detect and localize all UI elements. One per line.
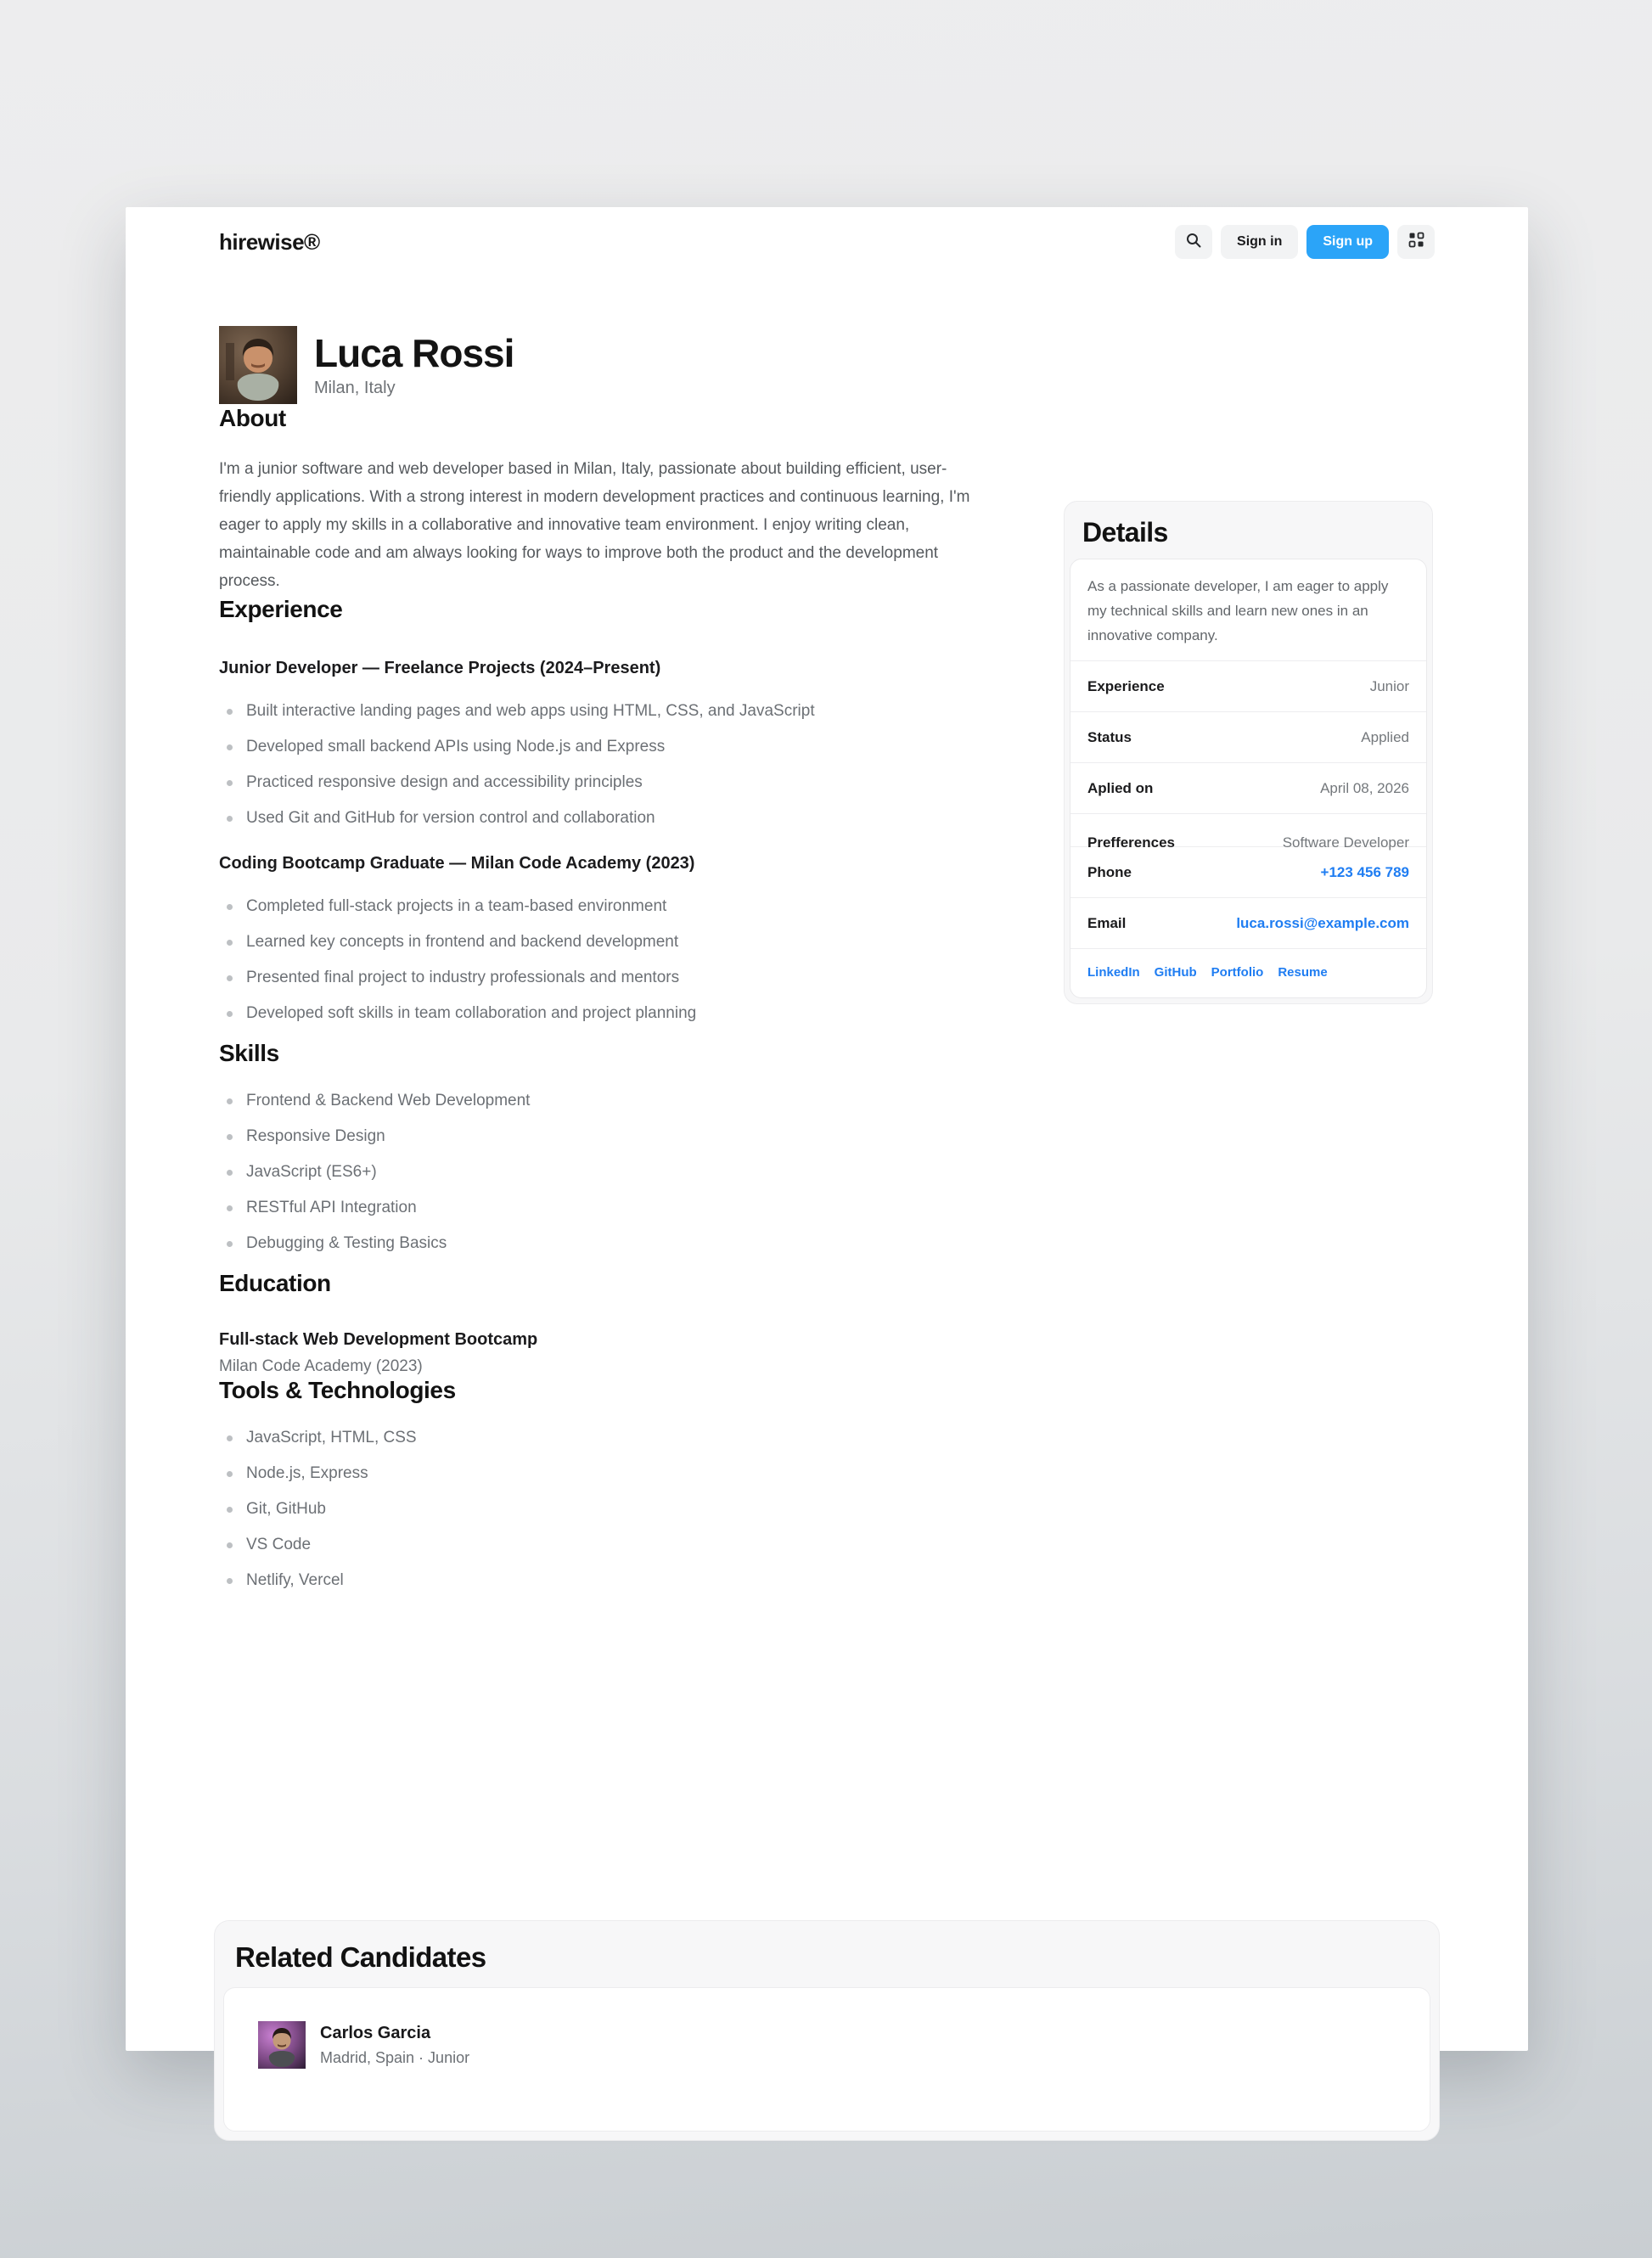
bullet-text: Developed soft skills in team collaboration and project planning [246, 1004, 697, 1022]
bullet-text: Used Git and GitHub for version control and collaboration [246, 809, 655, 827]
skills-list [219, 1091, 987, 1254]
detail-row-applied-on [1070, 763, 1426, 814]
bullet-text: Learned key concepts in frontend and backend development [246, 933, 679, 951]
job-bullet [219, 968, 987, 988]
top-navigation [219, 207, 1435, 260]
candidate-location: Milan, Italy [314, 379, 396, 397]
search-icon [1185, 232, 1202, 253]
sign-in-button[interactable]: Sign in [1221, 225, 1298, 259]
job-bullet-list [219, 701, 987, 828]
bullet-dot [227, 1578, 233, 1584]
detail-label: Experience [1087, 677, 1165, 694]
email-link[interactable]: luca.rossi@example.com [1236, 914, 1409, 931]
tool-text: Node.js, Express [246, 1464, 368, 1482]
detail-label: Email [1087, 914, 1127, 931]
bullet-dot [227, 1098, 233, 1104]
bullet-dot [227, 1170, 233, 1176]
skill-item [219, 1198, 987, 1218]
bullet-dot [227, 1205, 233, 1211]
detail-row-experience [1070, 661, 1426, 712]
skill-item [219, 1091, 987, 1111]
tool-item [219, 1463, 987, 1484]
job-bullet [219, 772, 987, 793]
job-title: Junior Developer — Freelance Projects (2024–Present) [219, 659, 661, 677]
brand-logo: hirewise® [219, 228, 320, 255]
skill-text: Frontend & Backend Web Development [246, 1092, 531, 1109]
details-heading: Details [1082, 517, 1168, 548]
candidate-avatar [219, 326, 297, 404]
candidate-profile-header [219, 326, 1435, 404]
bullet-dot [227, 1542, 233, 1548]
phone-link[interactable]: +123 456 789 [1320, 863, 1409, 880]
detail-value: Software Developer [1282, 834, 1409, 851]
bullet-dot [227, 1134, 233, 1140]
linkedin-link[interactable]: LinkedIn [1087, 965, 1140, 980]
bullet-text: Presented final project to industry professionals and mentors [246, 969, 680, 986]
skill-item [219, 1126, 987, 1147]
detail-label: Aplied on [1087, 779, 1154, 796]
page-card [126, 207, 1528, 2066]
job-bullet [219, 932, 987, 952]
tool-item [219, 1570, 987, 1591]
bullet-dot [227, 904, 233, 910]
bullet-text: Practiced responsive design and accessibility principles [246, 773, 643, 791]
skill-text: RESTful API Integration [246, 1199, 417, 1216]
job-bullet [219, 737, 987, 757]
skill-text: JavaScript (ES6+) [246, 1163, 377, 1181]
job-bullet-list [219, 896, 987, 1024]
detail-row-email [1070, 898, 1426, 949]
details-card [1070, 559, 1427, 998]
skill-text: Responsive Design [246, 1127, 385, 1145]
bullet-text: Built interactive landing pages and web apps using HTML, CSS, and JavaScript [246, 702, 815, 720]
tools-list [219, 1428, 987, 1591]
skill-text: Debugging & Testing Basics [246, 1234, 447, 1252]
skills-heading: Skills [219, 1040, 279, 1066]
details-panel [1064, 501, 1433, 1004]
education-heading: Education [219, 1270, 331, 1296]
sign-up-button[interactable]: Sign up [1306, 225, 1389, 259]
tool-item [219, 1535, 987, 1555]
tool-item [219, 1499, 987, 1519]
related-candidate-avatar [258, 2021, 306, 2069]
tool-text: Git, GitHub [246, 1500, 326, 1518]
related-candidate-meta: Madrid, Spain · Junior [320, 2048, 470, 2066]
candidate-list-item[interactable] [258, 2021, 1396, 2069]
candidate-name: Luca Rossi [314, 331, 514, 375]
apps-menu-button[interactable] [1397, 225, 1435, 259]
experience-heading: Experience [219, 596, 343, 622]
job-bullet [219, 701, 987, 722]
detail-value: Junior [1369, 677, 1409, 694]
grid-icon [1408, 232, 1424, 252]
bullet-dot [227, 709, 233, 715]
bullet-dot [227, 816, 233, 822]
detail-label: Status [1087, 728, 1132, 745]
tool-text: VS Code [246, 1536, 312, 1553]
skill-item [219, 1233, 987, 1254]
bullet-dot [227, 780, 233, 786]
related-candidates-panel [214, 1920, 1440, 2141]
tool-text: JavaScript, HTML, CSS [246, 1429, 417, 1446]
detail-row-preferences [1070, 814, 1426, 851]
github-link[interactable]: GitHub [1154, 965, 1197, 980]
search-button[interactable] [1175, 225, 1212, 259]
portfolio-link[interactable]: Portfolio [1211, 965, 1264, 980]
job-bullet [219, 808, 987, 828]
job-title: Coding Bootcamp Graduate — Milan Code Academy (2023) [219, 854, 695, 873]
job-bullet [219, 1003, 987, 1024]
related-candidate-name: Carlos Garcia [320, 2023, 431, 2042]
bullet-dot [227, 744, 233, 750]
tool-item [219, 1428, 987, 1448]
bullet-dot [227, 975, 233, 981]
detail-value: April 08, 2026 [1320, 779, 1409, 796]
bullet-text: Developed small backend APIs using Node.js and Express [246, 738, 666, 755]
bullet-dot [227, 1435, 233, 1441]
about-text: I'm a junior software and web developer based in Milan, Italy, passionate about building efficient, user-friendly applications. With a strong interest in modern development practices and continuous learning, I'm eager to apply my skills in a collaborative and innovative team environment. I enjoy writing clean, maintainable code and am always looking for ways to improve both the product and the development process. [219, 460, 970, 590]
bullet-text: Completed full-stack projects in a team-based environment [246, 897, 667, 915]
bullet-dot [227, 1241, 233, 1247]
bullet-dot [227, 940, 233, 946]
detail-label: Phone [1087, 863, 1132, 880]
related-candidates-card [223, 1987, 1430, 2132]
detail-row-status [1070, 712, 1426, 763]
related-candidates-heading: Related Candidates [235, 1941, 486, 1973]
job-bullet [219, 896, 987, 917]
bullet-dot [227, 1471, 233, 1477]
details-links [1070, 949, 1426, 997]
tool-text: Netlify, Vercel [246, 1571, 344, 1589]
skill-item [219, 1162, 987, 1182]
education-degree: Full-stack Web Development Bootcamp [219, 1330, 538, 1349]
bullet-dot [227, 1507, 233, 1513]
resume-link[interactable]: Resume [1278, 965, 1328, 980]
bullet-dot [227, 1011, 233, 1017]
detail-row-phone [1070, 847, 1426, 898]
about-heading: About [219, 405, 286, 431]
education-school: Milan Code Academy (2023) [219, 1357, 423, 1375]
details-quote: As a passionate developer, I am eager to apply my technical skills and learn new ones in an innovative company. [1070, 559, 1426, 661]
tools-heading: Tools & Technologies [219, 1377, 456, 1403]
detail-label: Prefferences [1087, 834, 1176, 851]
detail-value: Applied [1361, 728, 1409, 745]
